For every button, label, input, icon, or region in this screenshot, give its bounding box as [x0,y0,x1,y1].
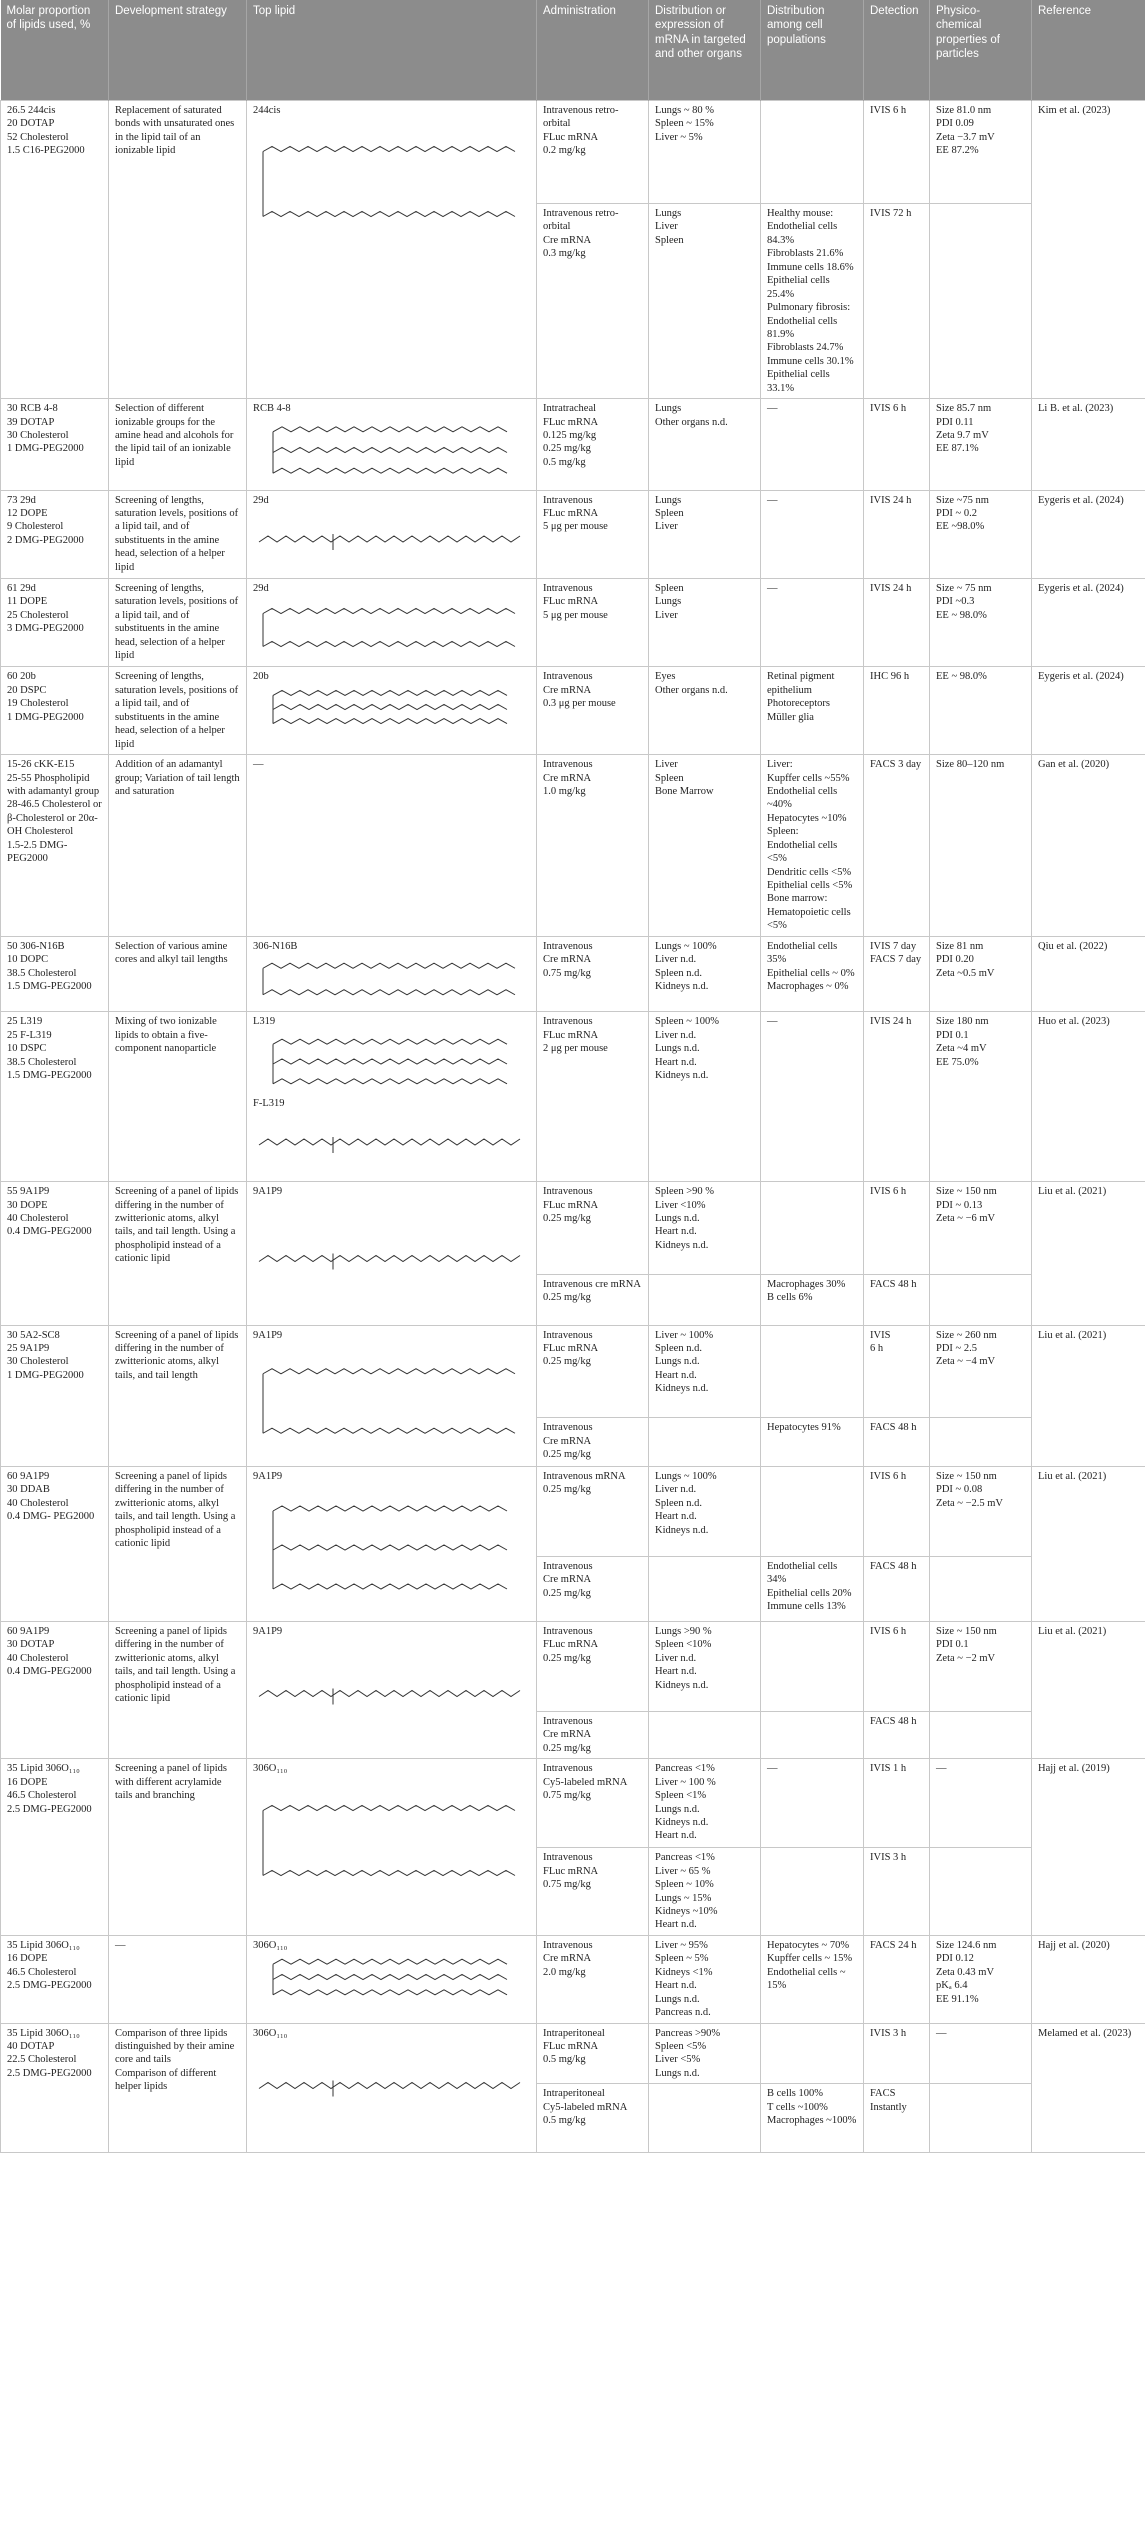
distribution-cell: Pancreas <1% Liver ~ 100 % Spleen <1% Lungs n.d. Kidneys n.d. Heart n.d. [649,1759,761,1848]
administration-cell: Intravenous Cre mRNA 1.0 mg/kg [537,755,649,937]
table-row [1,1466,1145,1556]
reference-cell: Hajj et al. (2020) [1032,1935,1145,2023]
properties-cell: Size ~ 150 nm PDI 0.1 Zeta ~ −2 mV [930,1621,1032,1711]
cell-populations-cell: Hepatocytes 91% [761,1418,864,1467]
administration-cell: Intravenous mRNA 0.25 mg/kg [537,1466,649,1556]
lipid-name: 20b [253,671,269,683]
properties-cell: — [930,1759,1032,1848]
cell-populations-cell: — [761,399,864,490]
strategy-cell: Screening of a panel of lipids differing in the number of zwitterionic atoms, alkyl tails, and tail length. Using a phospholipid instead of a cationic lipid [109,1182,247,1325]
cell-populations-cell [761,1848,864,1936]
lipid-structure-drawing [253,1201,523,1322]
lipid-name: L319 [253,1016,276,1028]
lipid-structure-drawing [253,119,523,249]
reference-cell: Hajj et al. (2019) [1032,1759,1145,1936]
header-cell: Top lipid [247,0,537,101]
composition-cell: 35 Lipid 306O₁₁₀ 40 DOTAP 22.5 Cholesterol 2.5 DMG-PEG2000 [1,2023,109,2153]
lipid-structure-drawing [253,1344,523,1463]
reference-cell: Liu et al. (2021) [1032,1325,1145,1466]
detection-cell: IVIS 24 h [864,1012,930,1182]
lipid-name: — [253,759,264,771]
lipid-structure-drawing [253,418,523,487]
administration-cell: Intravenous Cre mRNA 0.25 mg/kg [537,1711,649,1758]
lipid-name: 9A1P9 [253,1470,283,1482]
detection-cell: FACS 3 day [864,755,930,937]
composition-cell: 73 29d 12 DOPE 9 Cholesterol 2 DMG-PEG2000 [1,490,109,578]
detection-cell: IVIS 24 h [864,490,930,578]
cell-populations-cell: — [761,1759,864,1848]
detection-cell: FACS 48 h [864,1274,930,1325]
distribution-cell: Lungs Spleen Liver [649,490,761,578]
detection-cell: FACS 48 h [864,1556,930,1621]
distribution-cell: Liver Spleen Bone Marrow [649,755,761,937]
detection-cell: IVIS 6 h [864,1621,930,1711]
administration-cell: Intraperitoneal FLuc mRNA 0.5 mg/kg [537,2023,649,2084]
distribution-cell: Lungs ~ 100% Liver n.d. Spleen n.d. Kidneys n.d. [649,936,761,1011]
detection-cell: IVIS 6 h [864,1466,930,1556]
reference-cell: Li B. et al. (2023) [1032,399,1145,490]
strategy-cell: Screening of lengths, saturation levels, positions of a lipid tail, and of substituents in the amine head, selection of a helper lipid [109,667,247,755]
administration-cell: Intravenous Cre mRNA 0.75 mg/kg [537,936,649,1011]
strategy-cell: Addition of an adamantyl group; Variation of tail length and saturation [109,755,247,937]
table-row [1,2023,1145,2084]
table-row [1,1621,1145,1711]
composition-cell: 26.5 244cis 20 DOTAP 52 Cholesterol 1.5 C16-PEG2000 [1,101,109,399]
distribution-cell: Pancreas <1% Liver ~ 65 % Spleen ~ 10% Lungs ~ 15% Kidneys ~10% Heart n.d. [649,1848,761,1936]
reference-cell: Eygeris et al. (2024) [1032,490,1145,578]
reference-cell: Gan et al. (2020) [1032,755,1145,937]
distribution-cell: Lungs Other organs n.d. [649,399,761,490]
distribution-cell: Spleen >90 % Liver <10% Lungs n.d. Heart n.d. Kidneys n.d. [649,1182,761,1275]
composition-cell: 30 RCB 4-8 39 DOTAP 30 Cholesterol 1 DMG-PEG2000 [1,399,109,490]
distribution-cell: Lungs Liver Spleen [649,204,761,399]
cell-populations-cell [761,1466,864,1556]
cell-populations-cell: — [761,1012,864,1182]
reference-cell: Liu et al. (2021) [1032,1182,1145,1325]
detection-cell: IVIS 6 h [864,101,930,204]
composition-cell: 60 20b 20 DSPC 19 Cholesterol 1 DMG-PEG2000 [1,667,109,755]
distribution-cell [649,1274,761,1325]
properties-cell [930,1418,1032,1467]
reference-cell: Huo et al. (2023) [1032,1012,1145,1182]
top-lipid-cell [247,936,537,1011]
distribution-cell: Spleen ~ 100% Liver n.d. Lungs n.d. Heart n.d. Kidneys n.d. [649,1012,761,1182]
detection-cell: IHC 96 h [864,667,930,755]
strategy-cell: Comparison of three lipids distinguished by their amine core and tails Comparison of different helper lipids [109,2023,247,2153]
lipid-name: 9A1P9 [253,1625,283,1637]
cell-populations-cell: Endothelial cells 34% Epithelial cells 20% Immune cells 13% [761,1556,864,1621]
cell-populations-cell: — [761,490,864,578]
administration-cell: Intravenous FLuc mRNA 2 μg per mouse [537,1012,649,1182]
cell-populations-cell: Endothelial cells 35% Epithelial cells ~ 0% Macrophages ~ 0% [761,936,864,1011]
header-cell: Molar proportion of lipids used, % [1,0,109,101]
detection-cell: IVIS 72 h [864,204,930,399]
administration-cell: Intravenous Cy5-labeled mRNA 0.75 mg/kg [537,1759,649,1848]
strategy-cell: Mixing of two ionizable lipids to obtain a five-component nanoparticle [109,1012,247,1182]
detection-cell: FACS Instantly [864,2084,930,2153]
strategy-cell: Replacement of saturated bonds with unsaturated ones in the lipid tail of an ionizable lipid [109,101,247,399]
header-row [1,0,1145,101]
distribution-cell: Lungs ~ 100% Liver n.d. Spleen n.d. Heart n.d. Kidneys n.d. [649,1466,761,1556]
properties-cell: EE ~ 98.0% [930,667,1032,755]
lipid-structure-drawing [253,597,523,663]
composition-cell: 25 L319 25 F-L319 10 DSPC 38.5 Cholesterol 1.5 DMG-PEG2000 [1,1012,109,1182]
properties-cell [930,1556,1032,1621]
distribution-cell [649,2084,761,2153]
administration-cell: Intravenous FLuc mRNA 0.25 mg/kg [537,1182,649,1275]
header-cell: Reference [1032,0,1145,101]
distribution-cell: Liver ~ 100% Spleen n.d. Lungs n.d. Heart n.d. Kidneys n.d. [649,1325,761,1418]
lipid-structure-drawing [253,1031,523,1097]
properties-cell: Size 81 nm PDI 0.20 Zeta ~0.5 mV [930,936,1032,1011]
detection-cell: IVIS 3 h [864,1848,930,1936]
distribution-cell: Eyes Other organs n.d. [649,667,761,755]
cell-populations-cell [761,1325,864,1418]
top-lipid-cell [247,101,537,399]
lipid-name: 306-N16B [253,940,298,952]
top-lipid-cell [247,1935,537,2023]
properties-cell: — [930,2023,1032,2084]
reference-cell: Eygeris et al. (2024) [1032,667,1145,755]
top-lipid-cell [247,755,537,937]
properties-cell: Size ~ 150 nm PDI ~ 0.13 Zeta ~ −6 mV [930,1182,1032,1275]
composition-cell: 15-26 cKK-E15 25-55 Phospholipid with adamantyl group 28-46.5 Cholesterol or β-Cholesterol or 20α-OH Cholesterol 1.5-2.5 DMG-PEG2000 [1,755,109,937]
properties-cell: Size 85.7 nm PDI 0.11 Zeta 9.7 mV EE 87.1% [930,399,1032,490]
administration-cell: Intravenous retro-orbital Cre mRNA 0.3 mg/kg [537,204,649,399]
strategy-cell: Screening of lengths, saturation levels, positions of a lipid tail, and of substituents in the amine head, selection of a helper lipid [109,579,247,667]
lipid-name: 29d [253,494,269,506]
header-cell: Development strategy [109,0,247,101]
table-row [1,1935,1145,2023]
strategy-cell: Screening of a panel of lipids differing in the number of zwitterionic atoms, alkyl tails, and tail length [109,1325,247,1466]
table-row [1,579,1145,667]
properties-cell: Size 81.0 nm PDI 0.09 Zeta −3.7 mV EE 87.2% [930,101,1032,204]
strategy-cell: Screening of lengths, saturation levels, positions of a lipid tail, and of substituents in the amine head, selection of a helper lipid [109,490,247,578]
properties-cell: Size ~75 nm PDI ~ 0.2 EE ~98.0% [930,490,1032,578]
lipid-structure-drawing [253,686,523,733]
properties-cell [930,1848,1032,1936]
table-row [1,755,1145,937]
properties-cell: Size 80–120 nm [930,755,1032,937]
properties-cell [930,2084,1032,2153]
administration-cell: Intratracheal FLuc mRNA 0.125 mg/kg 0.25 mg/kg 0.5 mg/kg [537,399,649,490]
detection-cell: IVIS 7 day FACS 7 day [864,936,930,1011]
table-row [1,1325,1145,1418]
lipid-name: RCB 4-8 [253,403,291,415]
header-cell: Physico-chemical properties of particles [930,0,1032,101]
lipid-structure-drawing [253,1112,523,1178]
properties-cell [930,1711,1032,1758]
composition-cell: 60 9A1P9 30 DDAB 40 Cholesterol 0.4 DMG- PEG2000 [1,1466,109,1621]
cell-populations-cell [761,1182,864,1275]
table-row [1,490,1145,578]
reference-cell: Melamed et al. (2023) [1032,2023,1145,2153]
lipid-structure-drawing [253,1640,523,1753]
strategy-cell: Screening a panel of lipids differing in the number of zwitterionic atoms, alkyl tails, and tail length. Using a phospholipid instead of a cationic lipid [109,1466,247,1621]
administration-cell: Intravenous FLuc mRNA 0.25 mg/kg [537,1325,649,1418]
administration-cell: Intravenous FLuc mRNA 0.25 mg/kg [537,1621,649,1711]
top-lipid-cell [247,1325,537,1466]
distribution-cell [649,1556,761,1621]
reference-cell: Liu et al. (2021) [1032,1466,1145,1621]
properties-cell: Size 124.6 nm PDI 0.12 Zeta 0.43 mV pKₐ 6.4 EE 91.1% [930,1935,1032,2023]
distribution-cell: Lungs >90 % Spleen <10% Liver n.d. Heart n.d. Kidneys n.d. [649,1621,761,1711]
cell-populations-cell [761,101,864,204]
properties-cell: Size 180 nm PDI 0.1 Zeta ~4 mV EE 75.0% [930,1012,1032,1182]
cell-populations-cell [761,1621,864,1711]
lipid-name: 306O₁₁₀ [253,1763,288,1775]
cell-populations-cell [761,1711,864,1758]
composition-cell: 35 Lipid 306O₁₁₀ 16 DOPE 46.5 Cholesterol 2.5 DMG-PEG2000 [1,1935,109,2023]
administration-cell: Intraperitoneal Cy5-labeled mRNA 0.5 mg/kg [537,2084,649,2153]
administration-cell: Intravenous Cre mRNA 0.25 mg/kg [537,1418,649,1467]
lipid-name: F-L319 [253,1097,285,1109]
composition-cell: 55 9A1P9 30 DOPE 40 Cholesterol 0.4 DMG-PEG2000 [1,1182,109,1325]
cell-populations-cell: — [761,579,864,667]
cell-populations-cell: Hepatocytes ~ 70% Kupffer cells ~ 15% Endothelial cells ~ 15% [761,1935,864,2023]
strategy-cell: Selection of different ionizable groups for the amine head and alcohols for the lipid tail of an ionizable lipid [109,399,247,490]
lipid-name: 244cis [253,105,281,116]
reference-cell: Eygeris et al. (2024) [1032,579,1145,667]
administration-cell: Intravenous FLuc mRNA 5 μg per mouse [537,579,649,667]
administration-cell: Intravenous Cre mRNA 0.3 μg per mouse [537,667,649,755]
lipid-structure-drawing [253,2042,523,2135]
detection-cell: FACS 48 h [864,1418,930,1467]
top-lipid-cell [247,1621,537,1758]
administration-cell: Intravenous FLuc mRNA 0.75 mg/kg [537,1848,649,1936]
top-lipid-cell [247,1759,537,1936]
properties-cell [930,204,1032,399]
header-cell: Administration [537,0,649,101]
composition-cell: 60 9A1P9 30 DOTAP 40 Cholesterol 0.4 DMG-PEG2000 [1,1621,109,1758]
detection-cell: FACS 24 h [864,1935,930,2023]
detection-cell: FACS 48 h [864,1711,930,1758]
strategy-cell: Selection of various amine cores and alkyl tail lengths [109,936,247,1011]
distribution-cell [649,1418,761,1467]
composition-cell: 35 Lipid 306O₁₁₀ 16 DOPE 46.5 Cholesterol 2.5 DMG-PEG2000 [1,1759,109,1936]
strategy-cell: Screening a panel of lipids differing in the number of zwitterionic atoms, alkyl tails, and tail length. Using a phospholipid instead of a cationic lipid [109,1621,247,1758]
properties-cell [930,1274,1032,1325]
lipid-name: 29d [253,583,269,594]
cell-populations-cell: B cells 100% T cells ~100% Macrophages ~100% [761,2084,864,2153]
lipid-name: 9A1P9 [253,1329,283,1341]
reference-cell: Qiu et al. (2022) [1032,936,1145,1011]
top-lipid-cell [247,1466,537,1621]
reference-cell: Kim et al. (2023) [1032,101,1145,399]
properties-cell: Size ~ 260 nm PDI ~ 2.5 Zeta ~ −4 mV [930,1325,1032,1418]
header-cell: Detection [864,0,930,101]
detection-cell: IVIS 24 h [864,579,930,667]
cell-populations-cell [761,2023,864,2084]
distribution-cell [649,1711,761,1758]
administration-cell: Intravenous Cre mRNA 2.0 mg/kg [537,1935,649,2023]
lipid-name: 306O₁₁₀ [253,1939,288,1951]
distribution-cell: Lungs ~ 80 % Spleen ~ 15% Liver ~ 5% [649,101,761,204]
administration-cell: Intravenous retro-orbital FLuc mRNA 0.2 mg/kg [537,101,649,204]
composition-cell: 30 5A2-SC8 25 9A1P9 30 Cholesterol 1 DMG-PEG2000 [1,1325,109,1466]
top-lipid-cell [247,1182,537,1325]
detection-cell: IVIS 1 h [864,1759,930,1848]
detection-cell: IVIS 3 h [864,2023,930,2084]
lipid-structure-drawing [253,955,523,1008]
detection-cell: IVIS 6 h [864,399,930,490]
lipid-structure-drawing [253,1778,523,1908]
properties-cell: Size ~ 75 nm PDI ~0.3 EE ~ 98.0% [930,579,1032,667]
lipid-structure-drawing [253,1485,523,1615]
strategy-cell: — [109,1935,247,2023]
table-row [1,936,1145,1011]
table-row [1,1759,1145,1848]
administration-cell: Intravenous cre mRNA 0.25 mg/kg [537,1274,649,1325]
administration-cell: Intravenous Cre mRNA 0.25 mg/kg [537,1556,649,1621]
top-lipid-cell [247,399,537,490]
table-row [1,1182,1145,1275]
strategy-cell: Screening a panel of lipids with different acrylamide tails and branching [109,1759,247,1936]
composition-cell: 50 306-N16B 10 DOPC 38.5 Cholesterol 1.5 DMG-PEG2000 [1,936,109,1011]
table-row [1,101,1145,204]
detection-cell: IVIS 6 h [864,1182,930,1275]
reference-cell: Liu et al. (2021) [1032,1621,1145,1758]
table-row [1,1012,1145,1182]
table-row [1,399,1145,490]
top-lipid-cell [247,490,537,578]
table-row [1,667,1145,755]
lipid-name: 9A1P9 [253,1186,283,1198]
lipid-structure-drawing [253,509,523,575]
lipid-structure-drawing [253,1954,523,2005]
header-cell: Distribution or expression of mRNA in targeted and other organs [649,0,761,101]
detection-cell: IVIS 6 h [864,1325,930,1418]
lipid-name: 306O₁₁₀ [253,2027,288,2039]
distribution-cell: Liver ~ 95% Spleen ~ 5% Kidneys <1% Heart n.d. Lungs n.d. Pancreas n.d. [649,1935,761,2023]
top-lipid-cell [247,579,537,667]
header-cell: Distribution among cell populations [761,0,864,101]
cell-populations-cell: Macrophages 30% B cells 6% [761,1274,864,1325]
top-lipid-cell [247,667,537,755]
top-lipid-cell [247,2023,537,2153]
distribution-cell: Pancreas >90% Spleen <5% Liver <5% Lungs n.d. [649,2023,761,2084]
distribution-cell: Spleen Lungs Liver [649,579,761,667]
cell-populations-cell: Liver: Kupffer cells ~55% Endothelial cells ~40% Hepatocytes ~10% Spleen: Endothelial cells <5% Dendritic cells <5% Epithelial cells <5% Bone marrow: Hematopoietic cells <5% [761,755,864,937]
composition-cell: 61 29d 11 DOPE 25 Cholesterol 3 DMG-PEG2000 [1,579,109,667]
cell-populations-cell: Healthy mouse: Endothelial cells 84.3% Fibroblasts 21.6% Immune cells 18.6% Epithelial cells 25.4% Pulmonary fibrosis: Endothelial cells 81.9% Fibroblasts 24.7% Immune cells 30.1% Epithelial cells 33.1% [761,204,864,399]
administration-cell: Intravenous FLuc mRNA 5 μg per mouse [537,490,649,578]
top-lipid-cell [247,1012,537,1182]
properties-cell: Size ~ 150 nm PDI ~ 0.08 Zeta ~ −2.5 mV [930,1466,1032,1556]
cell-populations-cell: Retinal pigment epithelium Photoreceptors Müller glia [761,667,864,755]
